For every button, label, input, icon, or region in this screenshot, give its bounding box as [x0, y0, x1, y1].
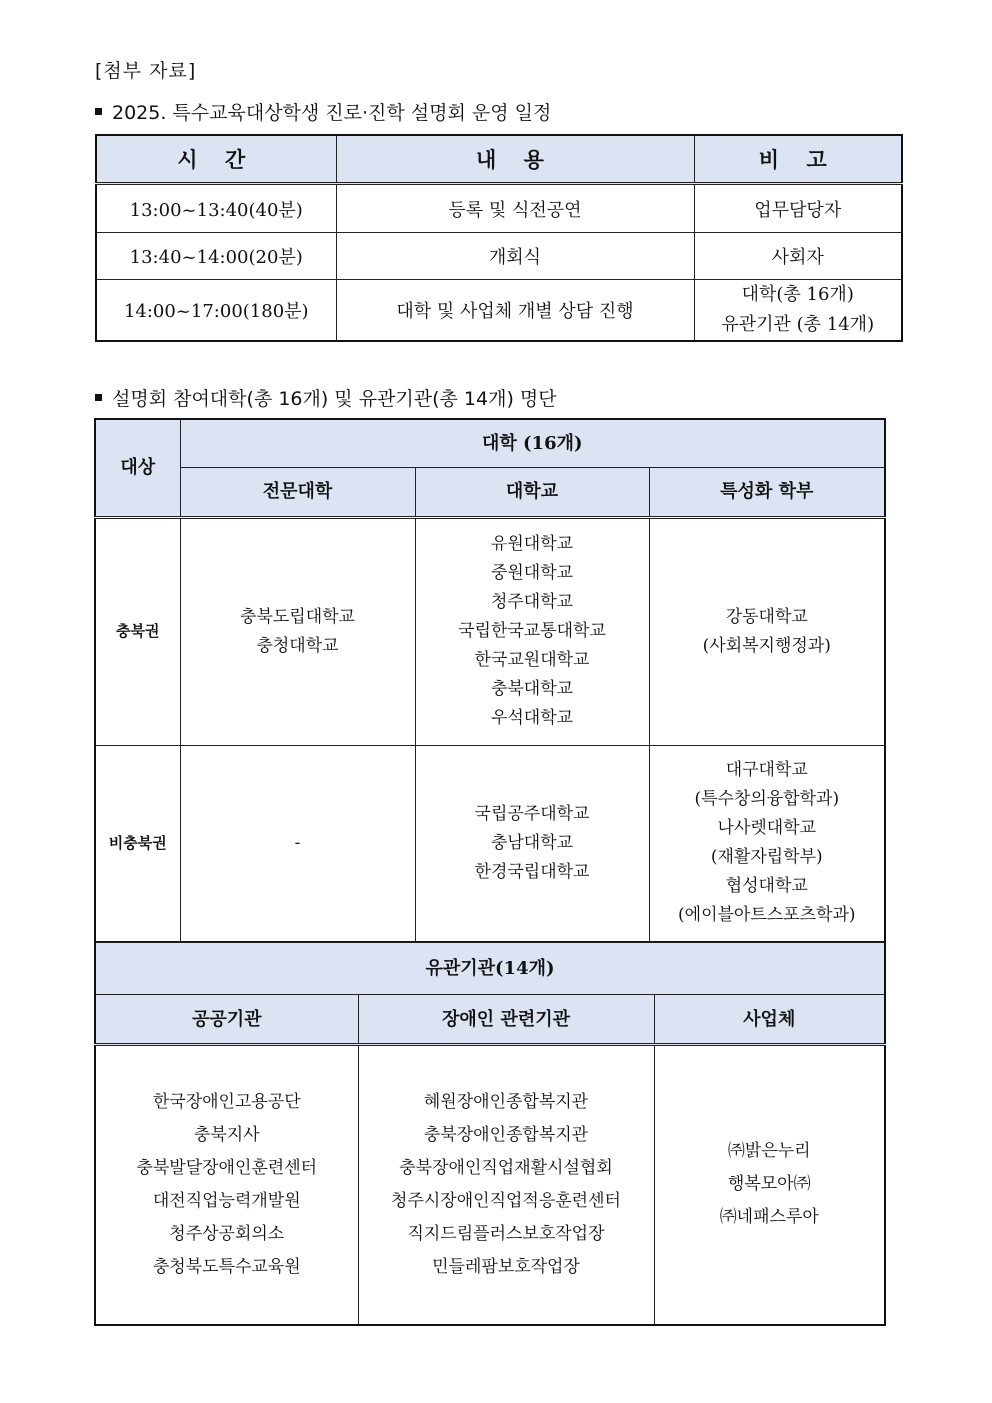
schedule-time: 13:00~13:40(40분): [96, 184, 336, 233]
schedule-heading: [95, 98, 551, 125]
column-header-college: 전문대학: [180, 467, 415, 517]
list-item: (재활자립학부): [710, 847, 823, 868]
region-label: 비충북권: [95, 745, 180, 942]
list-item: 충북지사: [193, 1124, 260, 1145]
list-item: 대전직업능력개발원: [152, 1190, 301, 1211]
university-column-row: [95, 467, 885, 517]
university-table: [94, 418, 886, 943]
list-item: 유원대학교: [490, 534, 574, 554]
university-list: [415, 745, 649, 942]
column-header-business: 사업체: [654, 995, 885, 1045]
list-item: ㈜밝은누리: [727, 1141, 811, 1162]
list-item: 충북도립대학교: [240, 606, 355, 627]
list-item: -: [294, 832, 301, 853]
schedule-time: 13:40~14:00(20분): [96, 233, 336, 280]
list-item: 청주상공회의소: [169, 1223, 285, 1244]
list-item: 청주시장애인직업적응훈련센터: [391, 1190, 621, 1211]
square-bullet-icon: [95, 108, 102, 115]
schedule-heading-text: 2025. 특수교육대상학생 진로·진학 설명회 운영 일정: [112, 102, 552, 124]
participants-heading-text: 설명회 참여대학(총 16개) 및 유관기관(총 14개) 명단: [112, 388, 557, 410]
square-bullet-icon: [95, 394, 102, 401]
list-item: 충남대학교: [490, 832, 574, 853]
column-header-disability: 장애인 관련기관: [358, 995, 654, 1045]
list-item: 충청북도특수교육원: [152, 1256, 301, 1277]
special-list: [649, 517, 885, 745]
organization-column-row: [95, 995, 885, 1045]
list-item: (사회복지행정과): [702, 635, 831, 656]
list-item: ㈜네패스루아: [719, 1207, 819, 1228]
list-item: 충북장애인직업재활시설협회: [399, 1157, 613, 1178]
region-label: 충북권: [95, 517, 180, 745]
list-item: 나사렛대학교: [717, 818, 817, 839]
schedule-time: 14:00~17:00(180분): [96, 280, 336, 342]
target-header: 대상: [95, 419, 180, 517]
university-group-header: 대학 (16개): [180, 419, 885, 467]
organization-group-header: 유관기관(14개): [95, 943, 885, 995]
column-header-time: 시 간: [96, 135, 336, 184]
schedule-note: 사회자: [694, 233, 902, 280]
table-row: [95, 517, 885, 745]
list-item: 강동대학교: [725, 606, 808, 627]
organization-group-row: [95, 943, 885, 995]
column-header-note: 비 고: [694, 135, 902, 184]
list-item: 협성대학교: [725, 876, 808, 897]
list-item: 충북장애인종합복지관: [423, 1124, 589, 1145]
schedule-content: 개회식: [336, 233, 694, 280]
list-item: 국립한국교통대학교: [458, 621, 606, 641]
list-item: 충북발달장애인훈련센터: [136, 1157, 318, 1178]
column-header-public: 공공기관: [95, 995, 358, 1045]
participants-heading: [95, 384, 557, 411]
table-row: [96, 233, 902, 280]
table-row: [95, 745, 885, 942]
column-header-university: 대학교: [415, 467, 649, 517]
schedule-content: 등록 및 식전공연: [336, 184, 694, 233]
table-row: [96, 184, 902, 233]
special-list: [649, 745, 885, 942]
column-header-special: 특성화 학부: [649, 467, 885, 517]
university-group-row: [95, 419, 885, 467]
list-item: 혜원장애인종합복지관: [423, 1091, 589, 1112]
schedule-note: 업무담당자: [694, 184, 902, 233]
college-list: [180, 745, 415, 942]
list-item: 국립공주대학교: [474, 803, 590, 824]
university-list: [415, 517, 649, 745]
list-item: 민들레팜보호작업장: [432, 1256, 580, 1277]
schedule-content: 대학 및 사업체 개별 상담 진행: [336, 280, 694, 342]
public-list: [95, 1045, 358, 1325]
table-row: [96, 280, 902, 342]
list-item: 한경국립대학교: [474, 861, 590, 882]
schedule-note: [694, 280, 902, 342]
list-item: 직지드림플러스보호작업장: [407, 1223, 605, 1244]
organization-table: [94, 942, 886, 1326]
list-item: 중원대학교: [490, 563, 574, 583]
table-row: [95, 1045, 885, 1325]
note-line: 대학(총 16개): [741, 284, 854, 305]
list-item: (특수창의융합학과): [694, 789, 840, 810]
schedule-table: [95, 134, 903, 342]
list-item: 행복모아㈜: [727, 1174, 811, 1195]
list-item: 우석대학교: [490, 708, 574, 728]
column-header-content: 내 용: [336, 135, 694, 184]
college-list: [180, 517, 415, 745]
list-item: 대구대학교: [725, 760, 808, 781]
disability-list: [358, 1045, 654, 1325]
list-item: 한국교원대학교: [474, 650, 590, 670]
business-list: [654, 1045, 885, 1325]
list-item: 충북대학교: [490, 679, 574, 699]
list-item: 한국장애인고용공단: [152, 1091, 301, 1112]
schedule-header-row: [96, 135, 902, 184]
list-item: (에이블아트스포츠학과): [678, 905, 856, 926]
list-item: 청주대학교: [490, 592, 574, 612]
attachment-label: [첨부 자료]: [95, 60, 197, 82]
note-line: 유관기관 (총 14개): [721, 314, 875, 335]
list-item: 충청대학교: [256, 635, 339, 656]
